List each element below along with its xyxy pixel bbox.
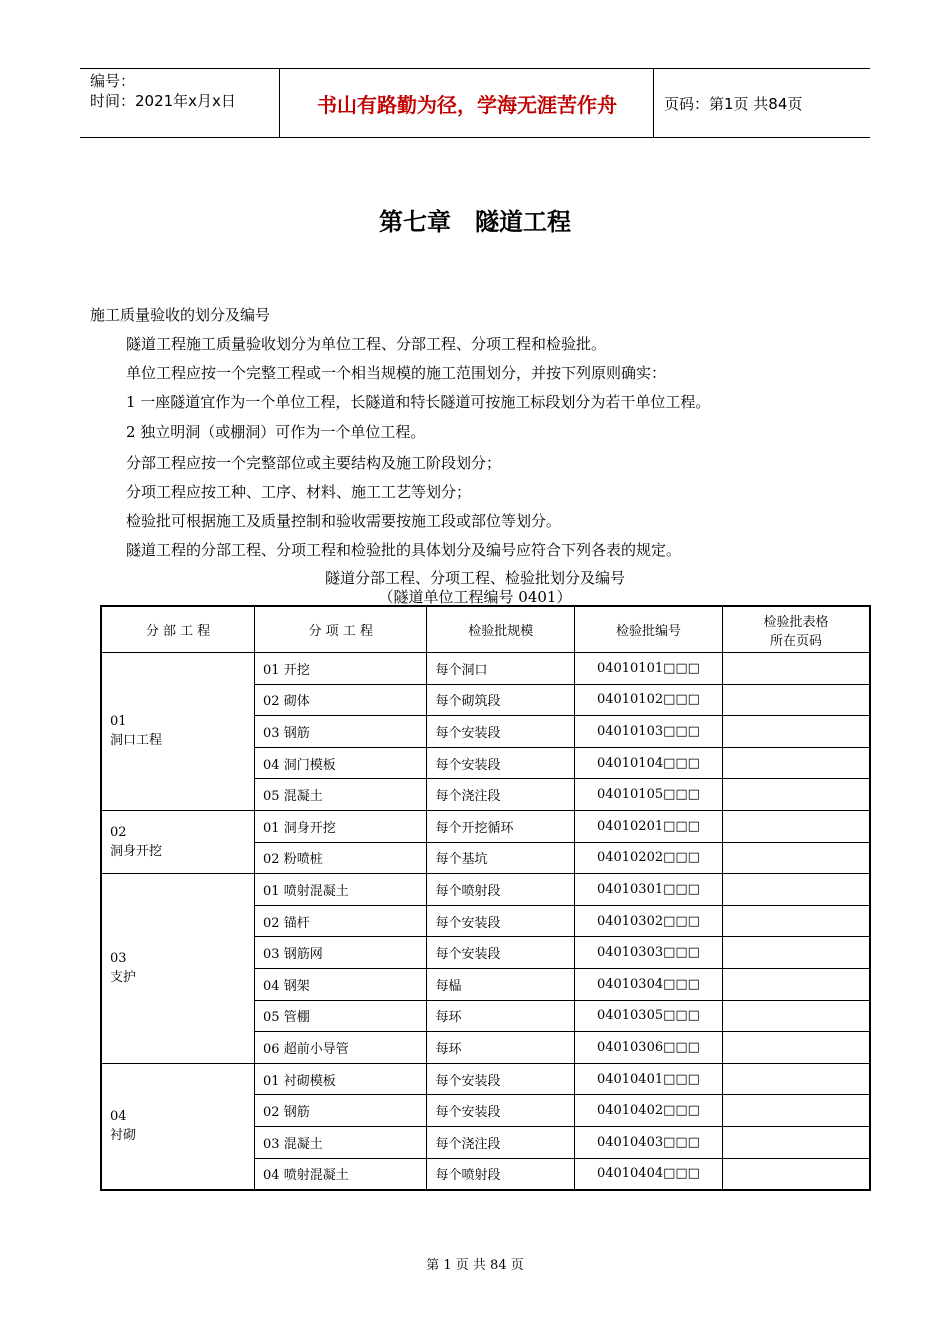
batch-scale-cell: 每个砌筑段 [427, 684, 575, 716]
batch-code-cell: 04010305□□□ [575, 1000, 723, 1032]
batch-scale-cell: 每个安装段 [427, 937, 575, 969]
form-page-cell [722, 1126, 870, 1158]
division-cell [101, 874, 255, 1064]
batch-code-cell: 04010403□□□ [575, 1126, 723, 1158]
subitem-cell: 04 钢架 [255, 968, 427, 1000]
division-name: 洞口工程 [110, 733, 163, 749]
division-code: 03 [110, 951, 127, 967]
batch-scale-cell: 每个浇注段 [427, 779, 575, 811]
batch-code-cell: 04010104□□□ [575, 747, 723, 779]
subitem-cell: 01 洞身开挖 [255, 810, 427, 842]
header-form-page-line1: 检验批表格 [763, 614, 829, 630]
section-heading: 施工质量验收的划分及编号 [90, 306, 271, 324]
batch-scale-cell: 每个安装段 [427, 747, 575, 779]
form-page-cell [722, 1063, 870, 1095]
form-page-cell [722, 684, 870, 716]
batch-scale-cell: 每个安装段 [427, 1095, 575, 1127]
table-header-row [101, 606, 870, 653]
subitem-cell: 01 喷射混凝土 [255, 874, 427, 906]
batch-scale-cell: 每个安装段 [427, 905, 575, 937]
division-name: 衬砌 [110, 1128, 137, 1144]
table-row [101, 874, 870, 906]
batch-code-cell: 04010202□□□ [575, 842, 723, 874]
form-page-cell [722, 968, 870, 1000]
division-cell [101, 810, 255, 873]
form-page-cell [722, 1032, 870, 1064]
header-division: 分 部 工 程 [101, 606, 255, 653]
header-form-page [722, 606, 870, 653]
batch-code-cell: 04010302□□□ [575, 905, 723, 937]
header-batch-scale: 检验批规模 [427, 606, 575, 653]
subitem-cell: 03 钢筋 [255, 716, 427, 748]
batch-code-cell: 04010303□□□ [575, 937, 723, 969]
batch-scale-cell: 每个安装段 [427, 1063, 575, 1095]
batch-code-cell: 04010402□□□ [575, 1095, 723, 1127]
header-batch-code: 检验批编号 [575, 606, 723, 653]
form-page-cell [722, 653, 870, 685]
form-page-cell [722, 747, 870, 779]
subitem-cell: 05 混凝土 [255, 779, 427, 811]
batch-scale-cell: 每个洞口 [427, 653, 575, 685]
paragraph: 单位工程应按一个完整工程或一个相当规模的施工范围划分，并按下列原则确实： [126, 364, 667, 382]
batch-scale-cell: 每个喷射段 [427, 1158, 575, 1190]
batch-code-cell: 04010301□□□ [575, 874, 723, 906]
table-row [101, 1063, 870, 1095]
division-cell [101, 653, 255, 811]
batch-code-cell: 04010103□□□ [575, 716, 723, 748]
header-subitem: 分 项 工 程 [255, 606, 427, 653]
form-page-cell [722, 937, 870, 969]
division-name: 洞身开挖 [110, 844, 163, 860]
batch-scale-cell: 每个喷射段 [427, 874, 575, 906]
table-row [101, 810, 870, 842]
batch-scale-cell: 每个浇注段 [427, 1126, 575, 1158]
form-page-cell [722, 905, 870, 937]
header-form-page-line2: 所在页码 [769, 633, 822, 649]
form-page-cell [722, 810, 870, 842]
paragraph: 分部工程应按一个完整部位或主要结构及施工阶段划分； [126, 454, 502, 472]
batch-scale-cell: 每个基坑 [427, 842, 575, 874]
division-code: 04 [110, 1109, 127, 1125]
division-code: 02 [110, 825, 127, 841]
batch-code-cell: 04010404□□□ [575, 1158, 723, 1190]
batch-code-cell: 04010102□□□ [575, 684, 723, 716]
batch-code-cell: 04010306□□□ [575, 1032, 723, 1064]
batch-scale-cell: 每环 [427, 1032, 575, 1064]
batch-code-cell: 04010101□□□ [575, 653, 723, 685]
batch-code-cell: 04010304□□□ [575, 968, 723, 1000]
subitem-cell: 02 钢筋 [255, 1095, 427, 1127]
header-motto: 书山有路勤为径，学海无涯苦作舟 [281, 69, 654, 137]
page-header [80, 68, 870, 138]
chapter-title: 第七章 隧道工程 [379, 208, 571, 236]
subitem-cell: 06 超前小导管 [255, 1032, 427, 1064]
batch-scale-cell: 每榀 [427, 968, 575, 1000]
form-page-cell [722, 1095, 870, 1127]
subitem-cell: 01 开挖 [255, 653, 427, 685]
time-label: 时间：2021年x月x日 [90, 92, 236, 110]
paragraph: 检验批可根据施工及质量控制和验收需要按施工段或部位等划分。 [126, 512, 562, 530]
table-body [101, 653, 870, 1191]
batch-scale-cell: 每个开挖循环 [427, 810, 575, 842]
subitem-cell: 03 钢筋网 [255, 937, 427, 969]
subitem-cell: 05 管棚 [255, 1000, 427, 1032]
batch-code-cell: 04010105□□□ [575, 779, 723, 811]
header-meta [80, 69, 280, 137]
form-page-cell [722, 779, 870, 811]
batch-code-cell: 04010201□□□ [575, 810, 723, 842]
table-caption: 隧道分部工程、分项工程、检验批划分及编号 [324, 569, 625, 587]
subitem-cell: 02 砌体 [255, 684, 427, 716]
paragraph: 隧道工程施工质量验收划分为单位工程、分部工程、分项工程和检验批。 [126, 335, 607, 353]
division-code: 01 [110, 714, 127, 730]
subitem-cell: 03 混凝土 [255, 1126, 427, 1158]
batch-code-cell: 04010401□□□ [575, 1063, 723, 1095]
division-name: 支护 [110, 970, 137, 986]
table-subcaption: （隧道单位工程编号 0401） [378, 588, 572, 606]
paragraph: 分项工程应按工种、工序、材料、施工工艺等划分； [126, 483, 472, 501]
subitem-cell: 02 锚杆 [255, 905, 427, 937]
paragraph: 2 独立明洞（或棚洞）可作为一个单位工程。 [126, 423, 426, 441]
form-page-cell [722, 874, 870, 906]
header-page-info: 页码：第1页 共84页 [664, 94, 803, 113]
subitem-cell: 04 喷射混凝土 [255, 1158, 427, 1190]
form-page-cell [722, 1158, 870, 1190]
form-page-cell [722, 716, 870, 748]
subitem-cell: 02 粉喷桩 [255, 842, 427, 874]
form-page-cell [722, 1000, 870, 1032]
division-cell [101, 1063, 255, 1190]
subitem-cell: 04 洞门模板 [255, 747, 427, 779]
paragraph: 1 一座隧道宜作为一个单位工程，长隧道和特长隧道可按施工标段划分为若干单位工程。 [126, 393, 711, 411]
batch-scale-cell: 每个安装段 [427, 716, 575, 748]
table-row [101, 653, 870, 685]
paragraph: 隧道工程的分部工程、分项工程和检验批的具体划分及编号应符合下列各表的规定。 [126, 541, 682, 559]
form-page-cell [722, 842, 870, 874]
subitem-cell: 01 衬砌模板 [255, 1063, 427, 1095]
page-footer: 第 1 页 共 84 页 [426, 1258, 524, 1273]
number-label: 编号： [90, 72, 136, 90]
division-table [100, 605, 871, 1191]
batch-scale-cell: 每环 [427, 1000, 575, 1032]
